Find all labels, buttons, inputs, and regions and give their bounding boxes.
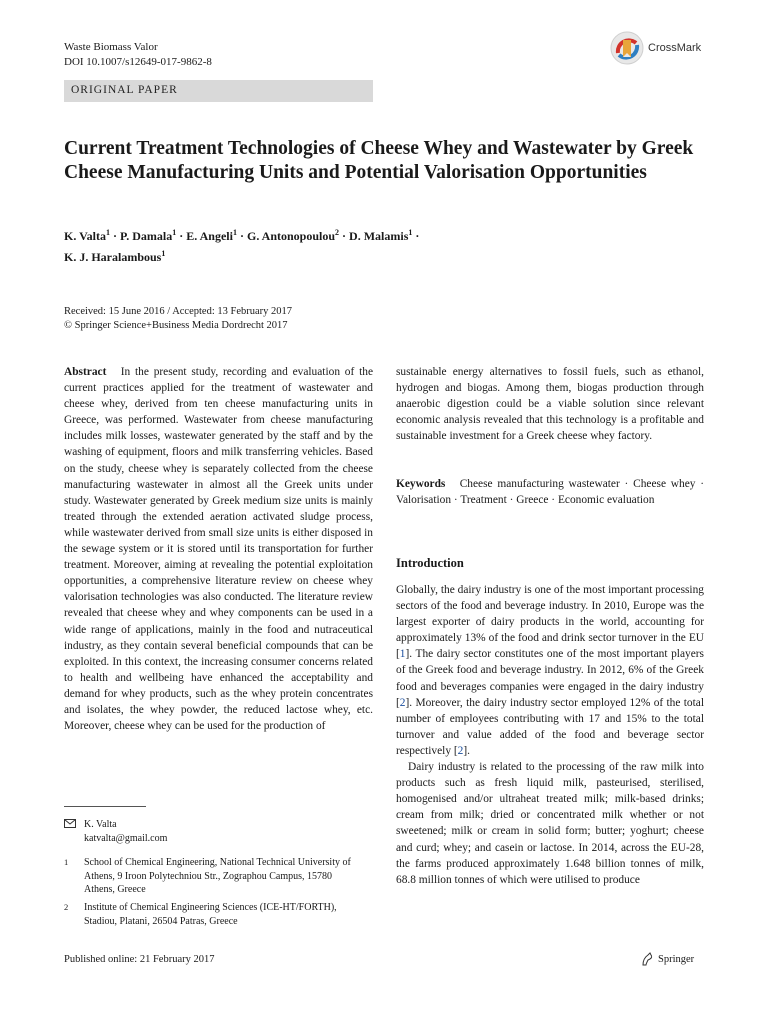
abstract-right: sustainable energy alternatives to fossil fuels, such as ethanol, hydrogen and biogas. Among them, biogas production through anaerobic digestion could be a viable solution since relevant economic analysis revealed that this technology is a profitable and sustainable investment for a Greek cheese whey factory. [396, 366, 704, 443]
abstract-left [64, 364, 373, 734]
keywords-text: Cheese manufacturing wastewater · Cheese whey · Valorisation · Treatment · Greece · Economic evaluation [396, 478, 705, 507]
author[interactable]: G. Antonopoulou$^2$ [246, 228, 340, 243]
springer-logo [640, 952, 694, 966]
keywords-heading: Keywords [396, 478, 446, 490]
crossmark-label: CrossMark [648, 42, 702, 54]
published-online: Published online: 21 February 2017 [64, 954, 215, 965]
citation-link[interactable]: 2 [457, 744, 464, 757]
corresponding-author [64, 818, 364, 845]
paper-title: Current Treatment Technologies of Cheese Whey and Wastewater by Greek Cheese Manufacturing Units and Potential Valorisation Opportunities [64, 138, 694, 183]
abstract-heading: Abstract [64, 366, 107, 378]
journal-header [64, 40, 212, 70]
affiliation-1: 1 School of Chemical Engineering, National Technical University of Athens, 9 Iroon Polytechniou Str., Zographou Campus, 15780 Athens, Greece [64, 857, 351, 895]
crossmark-badge[interactable] [610, 30, 710, 66]
citation-link[interactable]: 1 [399, 648, 406, 661]
author-list: K. Valta$^1$ · P. Damala$^1$ · E. Angeli$^1$ · G. Antonopoulou$^2$ · D. Malamis$^1$ · K. J. Haralambous$^1$ [64, 228, 420, 264]
introduction-heading: Introduction [396, 556, 464, 570]
copyright: © Springer Science+Business Media Dordrecht 2017 [64, 320, 288, 331]
footnote-divider [64, 806, 146, 807]
intro-paragraph-2: Dairy industry is related to the processing of the raw milk into products such as fresh liquid milk, pasteurised, sterilised, homogenised and/or ultraheat treated milk; milk-based drinks; cream from milk; dried or concentrated milk whether or not sweetened; milk or cream in solid form; butter; yoghurt; cheese and curd; whey; and casein or lactose. In 2014, across the EU-28, the farms produced approximately 1.648 billion tonnes of milk, 68.8 million tonnes of which were utilised to produce [396, 761, 704, 886]
publisher-name: Springer [658, 953, 695, 965]
crossmark-icon [610, 31, 644, 65]
contact-email[interactable]: katvalta@gmail.com [84, 832, 168, 844]
abstract-text-left: In the present study, recording and evaluation of the current practices applied for the treatment of wastewater and cheese whey, derived from ten cheese manufacturing units in Greece, was performed. Wastewater from cheese manufacturing includes milk losses, wastewater generated by the staff and by the washing of equipment, floors and milk transferring vehicles. Based on the study, cheese whey is separately collected from the cheese manufacturing wastewater in almost all the Greek units under study. Wastewater generated by Greek medium size units is mainly treated through the extended aeration activated sludge process, while wastewater derived from small size units is either disposed in the sewage system or it is stored until its transportation for further treatment. Moreover, aiming at revealing the potential exploitation opportunities, a comprehensive literature review on cheese whey valorisation technologies was also conducted. The literature review revealed that cheese whey and whey components can be used in a wide range of applications, mainly in the food and nutraceutical industry, as they contain several beneficial compounds that can be exploited. In this context, the increasing consumer concerns related to health and wellbeing have enhanced the acceptability and demand for whey products, such as the whey protein concentrates and isolates, the whey powder, the reduced lactose whey, etc. Moreover, cheese whey can be used for the production of [64, 366, 373, 733]
keywords-block [396, 476, 704, 508]
author[interactable]: P. Damala$^1$ [120, 228, 177, 243]
contact-name: K. Valta [84, 819, 117, 830]
citation-link[interactable]: 2 [399, 696, 406, 709]
dates-block [64, 305, 292, 333]
springer-horse-icon [640, 952, 654, 966]
introduction-body [396, 582, 704, 888]
journal-doi[interactable]: DOI 10.1007/s12649-017-9862-8 [64, 56, 212, 68]
envelope-icon [64, 819, 76, 828]
author[interactable]: K. Valta$^1$ [64, 228, 111, 243]
author[interactable]: E. Angeli$^1$ [186, 228, 237, 243]
journal-name: Waste Biomass Valor [64, 41, 158, 53]
article-type: ORIGINAL PAPER [71, 84, 178, 96]
author[interactable]: K. J. Haralambous$^1$ [64, 249, 166, 264]
article-type-banner [64, 80, 373, 102]
affiliation-2: 2 Institute of Chemical Engineering Sciences (ICE-HT/FORTH), Stadiou, Platani, 26504 Patras, Greece [64, 902, 337, 927]
received-accepted: Received: 15 June 2016 / Accepted: 13 February 2017 [64, 306, 293, 317]
author[interactable]: D. Malamis$^1$ [349, 228, 413, 243]
intro-paragraph-1: Globally, the dairy industry is one of the most important processing sectors of the food and beverage industry. In 2010, Europe was the largest exporter of dairy products in the world, accounting for approximately 13% of the food and drink sector turnover in the EU [1]. The dairy sector constitutes one of the most important players of the Greek food and beverage industry. In 2012, 6% of the Greek food and beverages companies were engaged in the dairy industry [2]. Moreover, the dairy industry sector employed 12% of the total number of employees contributing with 17 and 15% to the total turnover and value added of the food and beverage sector respectively [2]. [396, 584, 704, 757]
